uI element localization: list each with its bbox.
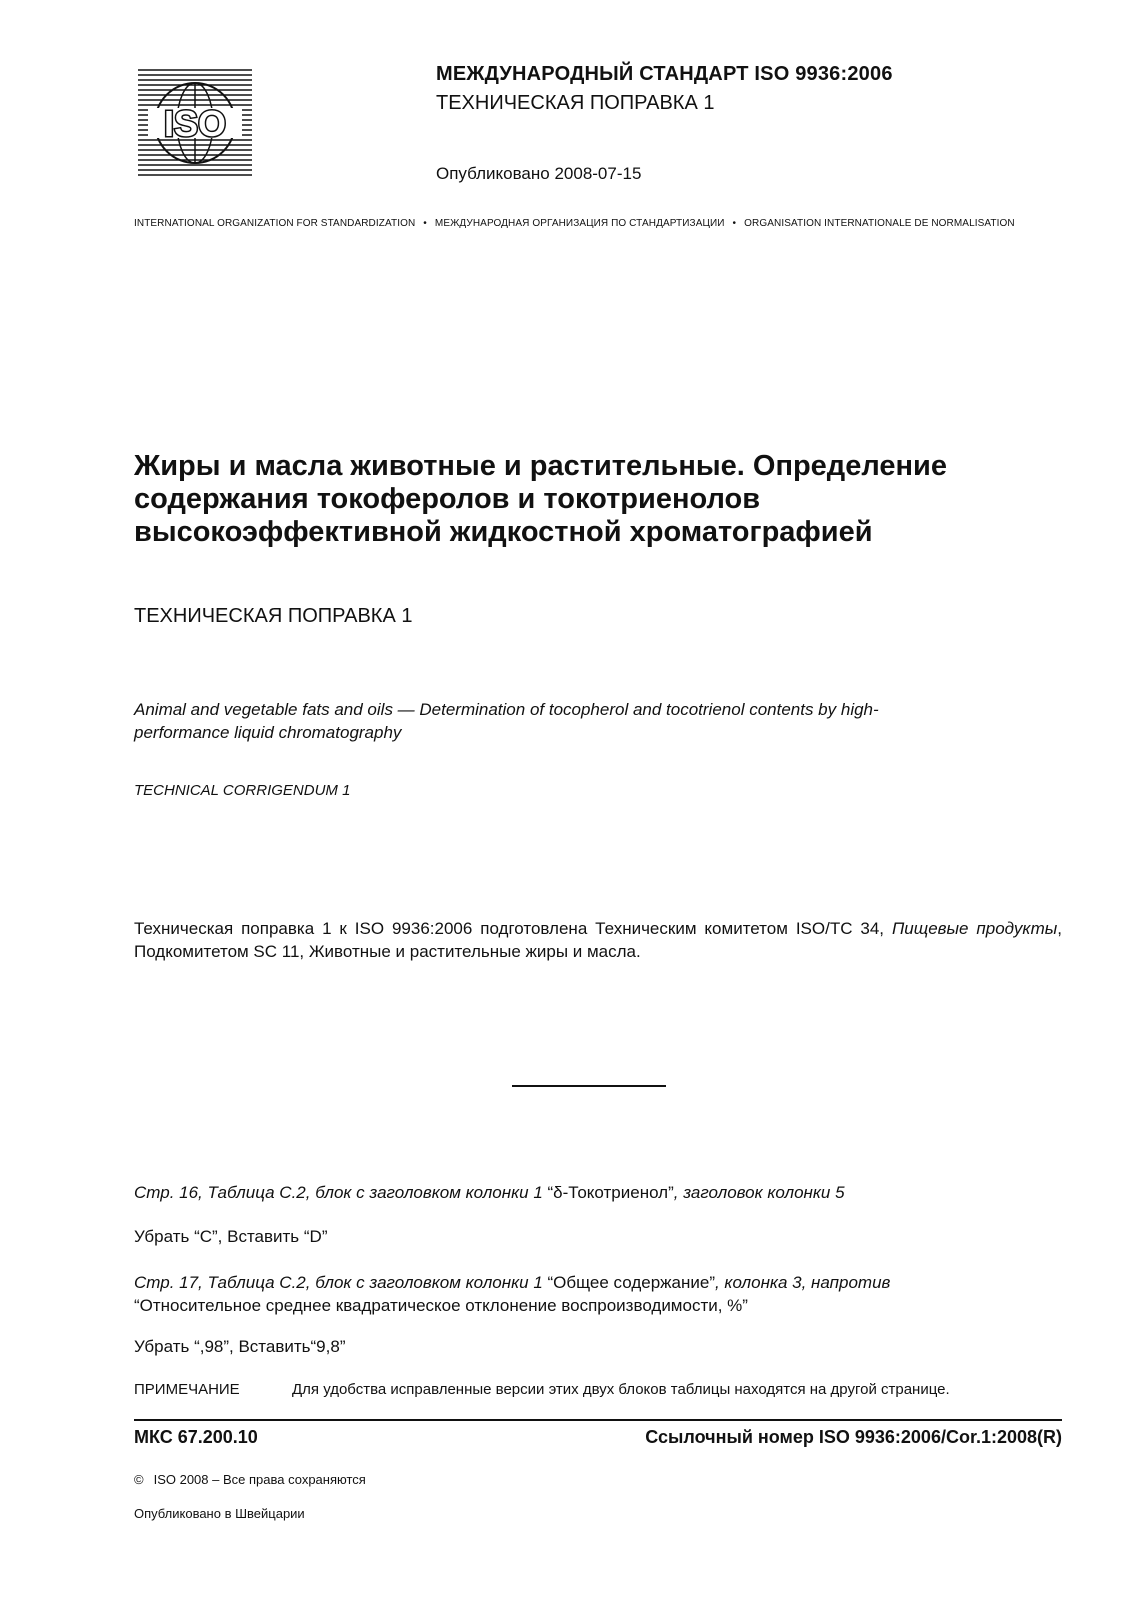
english-title	[134, 698, 1034, 744]
iso-logo	[138, 68, 252, 178]
preparation-paragraph	[134, 917, 1062, 963]
separator-line	[512, 1085, 666, 1087]
org-name-fr: ORGANISATION INTERNATIONALE DE NORMALISATION	[744, 218, 1015, 229]
org-name-en: INTERNATIONAL ORGANIZATION FOR STANDARDIZATION	[134, 218, 416, 229]
published-date: Опубликовано 2008-07-15	[436, 164, 642, 183]
location-text: , заголовок колонки 5	[673, 1183, 845, 1202]
copyright-line	[134, 1472, 366, 1487]
location-text: Стр. 16, Таблица С.2, блок с заголовком колонки 1	[134, 1183, 548, 1202]
note-text: Для удобства исправленные версии этих двух блоков таблицы находятся на другой странице.	[292, 1381, 950, 1398]
correction-1-action: Убрать “С”, Вставить “D”	[134, 1227, 328, 1246]
location-text: Стр. 17, Таблица С.2, блок с заголовком колонки 1	[134, 1273, 548, 1292]
org-name-ru: МЕЖДУНАРОДНАЯ ОРГАНИЗАЦИЯ ПО СТАНДАРТИЗАЦИИ	[434, 218, 725, 229]
reference-number: Ссылочный номер ISO 9936:2006/Cor.1:2008(R)	[645, 1427, 1062, 1447]
preparation-text: Техническая поправка 1 к ISO 9936:2006 подготовлена Техническим комитетом ISO/TC 34,	[134, 919, 892, 938]
column-heading: “δ-Токотриенол”	[547, 1183, 674, 1202]
standard-title: МЕЖДУНАРОДНЫЙ СТАНДАРТ ISO 9936:2006	[436, 63, 893, 85]
correction-2-location	[134, 1271, 1062, 1317]
english-title-line: performance liquid chromatography	[134, 723, 402, 742]
copyright-text: ISO 2008 – Все права сохраняются	[153, 1472, 366, 1487]
corrigendum-title-ru: ТЕХНИЧЕСКАЯ ПОПРАВКА 1	[134, 605, 413, 627]
preparation-text: , Подкомитетом SC 11, Животные и растительные жиры и масла.	[134, 919, 1062, 961]
title-line: Жиры и масла животные и растительные. Определение	[134, 450, 947, 482]
corrigendum-header: ТЕХНИЧЕСКАЯ ПОПРАВКА 1	[436, 92, 715, 114]
copyright-icon: ©	[134, 1472, 144, 1487]
footer-rule	[134, 1419, 1062, 1421]
committee-name: Пищевые продукты	[891, 919, 1058, 938]
logo-text: ISO	[163, 103, 227, 144]
note-label: ПРИМЕЧАНИЕ	[134, 1381, 240, 1398]
org-separator: •	[423, 218, 427, 229]
published-in: Опубликовано в Швейцарии	[134, 1506, 305, 1521]
document-title	[134, 450, 1054, 549]
correction-2-action: Убрать “,98”, Вставить“9,8”	[134, 1337, 346, 1356]
organization-line	[134, 218, 1064, 229]
english-title-line: Animal and vegetable fats and oils — Determination of tocopherol and tocotrienol contents by high-	[134, 700, 879, 719]
note	[134, 1381, 1062, 1398]
row-heading: “Относительное среднее квадратическое отклонение воспроизводимости, %”	[134, 1296, 748, 1315]
title-line: содержания токоферолов и токотриенолов	[134, 483, 761, 515]
column-heading: “Общее содержание”	[547, 1273, 715, 1292]
org-separator: •	[732, 218, 737, 229]
location-text: , колонка 3, напротив	[714, 1273, 891, 1292]
title-line: высокоэффективной жидкостной хроматографией	[134, 516, 873, 548]
correction-1-location	[134, 1183, 1062, 1203]
corrigendum-title-en: TECHNICAL CORRIGENDUM 1	[134, 782, 351, 799]
classification-code: МКС 67.200.10	[134, 1427, 258, 1447]
